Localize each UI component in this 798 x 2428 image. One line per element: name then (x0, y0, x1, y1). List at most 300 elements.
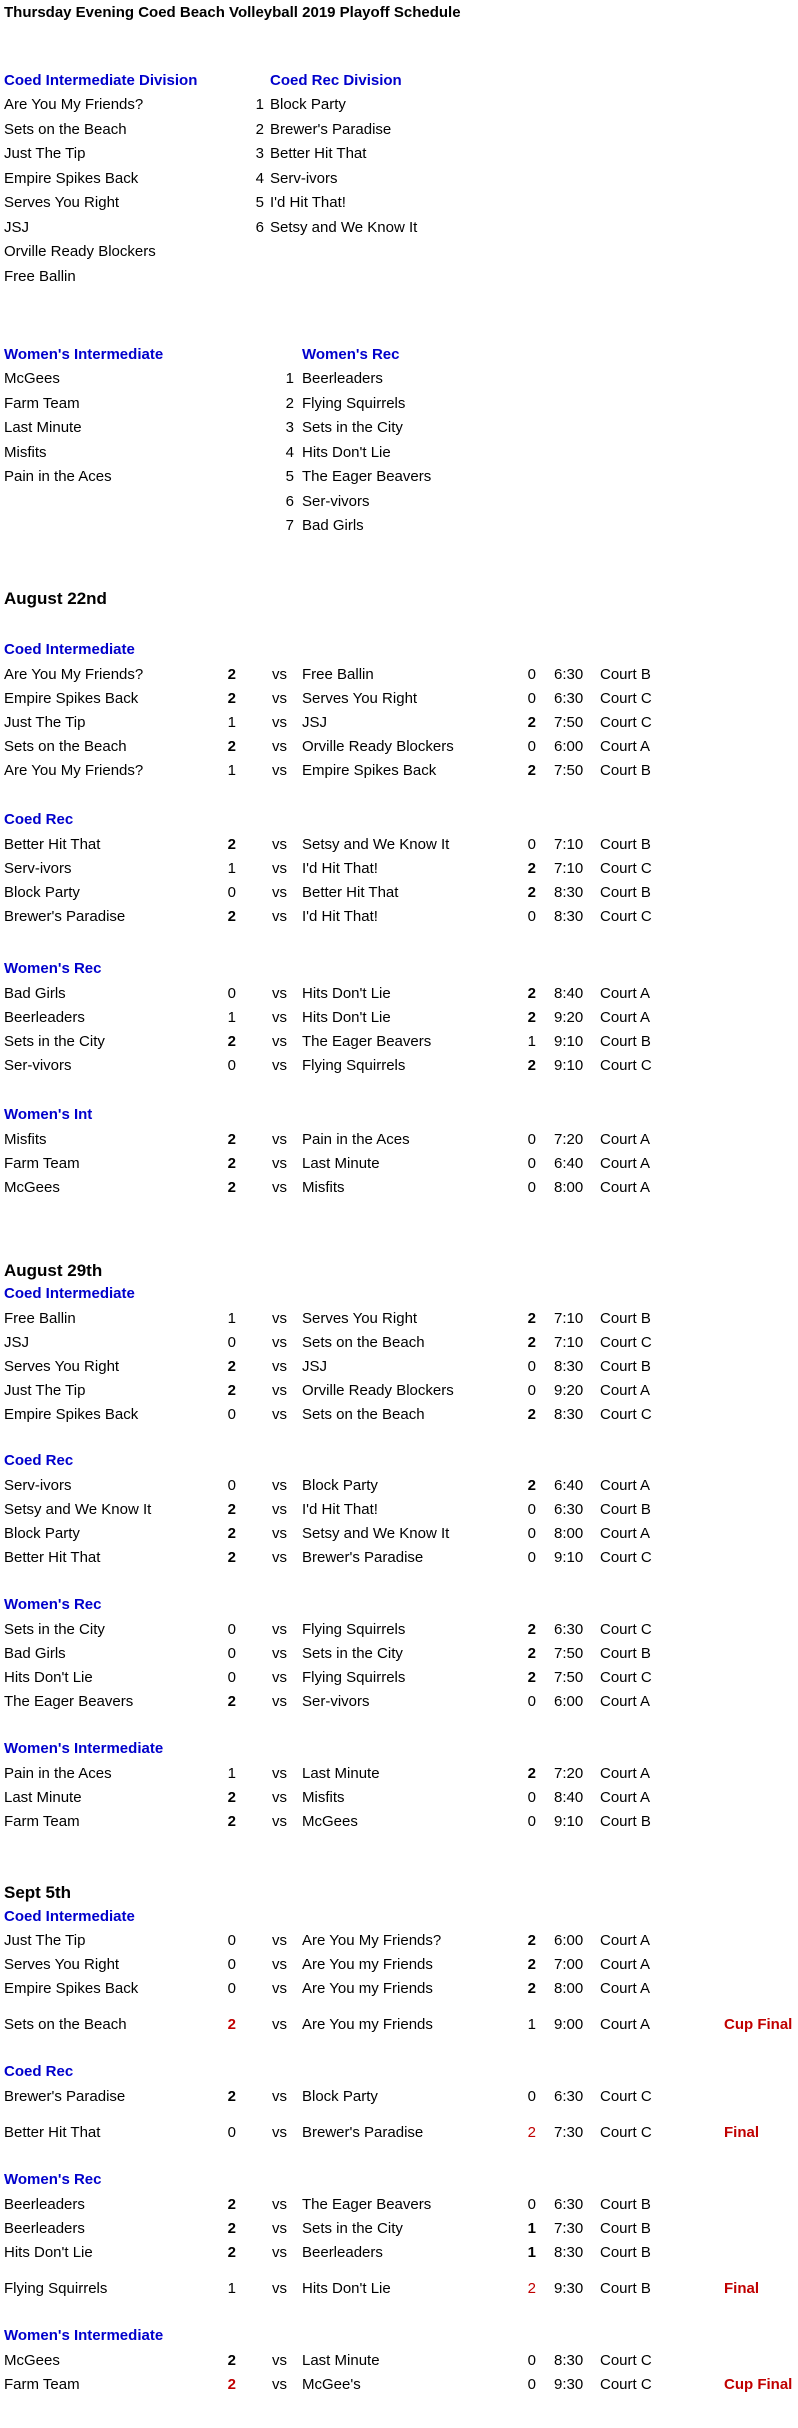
home-team: Better Hit That (4, 2124, 101, 2141)
vs-label: vs (272, 2016, 287, 2033)
away-score: 2 (527, 1932, 536, 1949)
page-title: Thursday Evening Coed Beach Volleyball 2019 Playoff Schedule (4, 4, 461, 21)
game-court: Court C (600, 1669, 652, 1686)
vs-label: vs (272, 1693, 287, 1710)
game-time: 6:30 (554, 690, 584, 707)
away-team: Setsy and We Know It (302, 1525, 450, 1542)
game-time: 9:20 (554, 1382, 584, 1399)
home-team: Bad Girls (4, 1645, 66, 1662)
home-score: 0 (227, 1406, 236, 1423)
game-time: 8:00 (554, 1980, 584, 1997)
away-team: Are You my Friends (302, 1980, 433, 1997)
away-team: Hits Don't Lie (302, 1009, 391, 1026)
home-team: Beerleaders (4, 2220, 85, 2237)
game-court: Court A (600, 1155, 651, 1172)
vs-label: vs (272, 690, 287, 707)
vs-label: vs (272, 1956, 287, 1973)
group-header: Coed Intermediate (4, 641, 135, 658)
home-score: 2 (227, 1501, 236, 1518)
vs-label: vs (272, 2280, 287, 2297)
away-team: Ser-vivors (302, 1693, 370, 1710)
game-time: 8:00 (554, 1179, 584, 1196)
game-court: Court A (600, 1693, 651, 1710)
game-time: 6:30 (554, 2196, 584, 2213)
home-score: 0 (227, 1334, 236, 1351)
seed-number: 1 (255, 96, 264, 113)
seed-team: Sets in the City (302, 419, 403, 436)
away-score: 0 (527, 2352, 536, 2369)
seed-number: 1 (285, 370, 294, 387)
game-court: Court B (600, 2244, 651, 2261)
game-time: 7:10 (554, 1334, 584, 1351)
vs-label: vs (272, 836, 287, 853)
game-time: 7:50 (554, 762, 584, 779)
away-team: Block Party (302, 1477, 378, 1494)
away-team: McGees (302, 1813, 358, 1830)
game-court: Court B (600, 2280, 651, 2297)
seed-team: Better Hit That (270, 145, 367, 162)
home-score: 2 (227, 908, 236, 925)
seed-team: The Eager Beavers (302, 468, 432, 485)
game-court: Court C (600, 2088, 652, 2105)
home-score: 2 (227, 1525, 236, 1542)
away-score: 0 (527, 1525, 536, 1542)
away-score: 0 (527, 666, 536, 683)
seed-team: Farm Team (4, 394, 80, 412)
game-court: Court C (600, 2376, 652, 2393)
vs-label: vs (272, 1057, 287, 1074)
home-score: 0 (227, 884, 236, 901)
vs-label: vs (272, 2376, 287, 2393)
division-header: Women's Rec (302, 346, 400, 363)
away-score: 2 (527, 884, 536, 901)
seed-team: Free Ballin (4, 267, 76, 285)
seed-number: 4 (285, 443, 294, 461)
away-team: I'd Hit That! (302, 1501, 378, 1518)
away-score: 0 (527, 690, 536, 707)
home-score: 0 (227, 1669, 236, 1686)
away-team: Brewer's Paradise (302, 2124, 424, 2141)
game-court: Court B (600, 1813, 651, 1830)
vs-label: vs (272, 1669, 287, 1686)
away-score: 2 (527, 2124, 536, 2141)
game-time: 7:10 (554, 836, 584, 853)
away-team: Flying Squirrels (302, 1621, 406, 1638)
away-score: 0 (527, 1549, 536, 1566)
vs-label: vs (272, 1033, 287, 1050)
group-header: Coed Rec (4, 1452, 74, 1469)
away-team: Serves You Right (302, 1310, 418, 1327)
home-team: Serv-ivors (4, 860, 72, 877)
game-time: 9:10 (554, 1057, 584, 1074)
home-team: Empire Spikes Back (4, 1980, 139, 1997)
away-team: Hits Don't Lie (302, 2280, 391, 2297)
home-score: 2 (227, 690, 236, 707)
game-time: 7:20 (554, 1765, 584, 1782)
game-court: Court A (600, 1765, 651, 1782)
away-score: 2 (527, 1765, 536, 1782)
vs-label: vs (272, 2352, 287, 2369)
seed-number: 7 (285, 517, 294, 534)
seed-team: Hits Don't Lie (302, 443, 391, 461)
seed-team: Serv-ivors (270, 169, 338, 187)
away-score: 2 (527, 1669, 536, 1686)
home-team: Hits Don't Lie (4, 2244, 93, 2261)
vs-label: vs (272, 1813, 287, 1830)
date-heading: Sept 5th (4, 1883, 72, 1902)
seed-number: 2 (255, 120, 264, 138)
home-score: 0 (227, 1932, 236, 1949)
away-score: 2 (527, 985, 536, 1002)
home-score: 1 (227, 1009, 236, 1026)
seed-team: Orville Ready Blockers (4, 243, 156, 260)
group-header: Women's Rec (4, 960, 102, 977)
home-team: Serv-ivors (4, 1477, 72, 1494)
home-score: 2 (227, 2196, 236, 2213)
away-team: Brewer's Paradise (302, 1549, 424, 1566)
home-score: 1 (227, 1765, 236, 1782)
game-court: Court C (600, 2352, 652, 2369)
away-score: 1 (527, 2220, 536, 2237)
game-time: 9:10 (554, 1813, 584, 1830)
game-court: Court B (600, 1033, 651, 1050)
home-team: Last Minute (4, 1789, 82, 1806)
home-team: Serves You Right (4, 1956, 120, 1973)
seed-team: Empire Spikes Back (4, 169, 139, 187)
vs-label: vs (272, 1525, 287, 1542)
home-team: Block Party (4, 884, 80, 901)
home-score: 2 (227, 1813, 236, 1830)
game-time: 9:10 (554, 1549, 584, 1566)
game-court: Court A (600, 1956, 651, 1973)
game-time: 7:50 (554, 1669, 584, 1686)
away-team: Last Minute (302, 2352, 380, 2369)
division-header: Women's Intermediate (4, 346, 164, 363)
home-team: Sets on the Beach (4, 2016, 127, 2033)
away-score: 2 (527, 1621, 536, 1638)
away-team: McGee's (302, 2376, 361, 2393)
game-time: 6:00 (554, 1693, 584, 1710)
game-court: Court C (600, 1621, 652, 1638)
away-score: 2 (527, 1406, 536, 1423)
away-score: 0 (527, 1382, 536, 1399)
home-team: Block Party (4, 1525, 80, 1542)
seed-team: McGees (4, 370, 60, 387)
away-team: Beerleaders (302, 2244, 383, 2261)
game-time: 7:00 (554, 1956, 584, 1973)
vs-label: vs (272, 666, 287, 683)
game-court: Court B (600, 2196, 651, 2213)
game-court: Court A (600, 1980, 651, 1997)
home-team: Sets on the Beach (4, 738, 127, 755)
away-team: Sets in the City (302, 2220, 403, 2237)
away-score: 1 (527, 2016, 536, 2033)
home-score: 0 (227, 1956, 236, 1973)
away-team: Are You my Friends (302, 2016, 433, 2033)
game-time: 7:50 (554, 1645, 584, 1662)
game-time: 6:00 (554, 1932, 584, 1949)
vs-label: vs (272, 2220, 287, 2237)
game-time: 6:00 (554, 738, 584, 755)
group-header: Women's Rec (4, 1596, 102, 1613)
away-team: Are You My Friends? (302, 1932, 442, 1949)
away-score: 0 (527, 2088, 536, 2105)
home-score: 2 (227, 2088, 236, 2105)
vs-label: vs (272, 1131, 287, 1148)
away-team: The Eager Beavers (302, 1033, 432, 1050)
home-team: Are You My Friends? (4, 666, 144, 683)
vs-label: vs (272, 738, 287, 755)
game-time: 8:40 (554, 985, 584, 1002)
home-score: 1 (227, 714, 236, 731)
away-team: Serves You Right (302, 690, 418, 707)
seed-number: 4 (255, 169, 264, 187)
vs-label: vs (272, 1358, 287, 1375)
home-score: 2 (227, 836, 236, 853)
home-team: Free Ballin (4, 1310, 76, 1327)
home-score: 2 (227, 1033, 236, 1050)
away-score: 2 (527, 1057, 536, 1074)
game-court: Court A (600, 1131, 651, 1148)
seed-number: 3 (285, 419, 294, 436)
game-time: 6:40 (554, 1155, 584, 1172)
away-score: 1 (527, 1033, 536, 1050)
home-team: Farm Team (4, 2376, 80, 2393)
home-score: 2 (227, 2244, 236, 2261)
away-score: 0 (527, 1501, 536, 1518)
seed-team: Serves You Right (4, 194, 120, 211)
home-team: McGees (4, 2352, 60, 2369)
vs-label: vs (272, 985, 287, 1002)
home-score: 2 (227, 1382, 236, 1399)
group-header: Women's Intermediate (4, 1740, 164, 1757)
vs-label: vs (272, 1382, 287, 1399)
home-score: 2 (227, 2220, 236, 2237)
vs-label: vs (272, 2196, 287, 2213)
vs-label: vs (272, 2244, 287, 2261)
home-team: Farm Team (4, 1813, 80, 1830)
game-time: 7:10 (554, 860, 584, 877)
home-team: Empire Spikes Back (4, 1406, 139, 1423)
vs-label: vs (272, 884, 287, 901)
group-header: Coed Intermediate (4, 1285, 135, 1302)
away-score: 1 (527, 2244, 536, 2261)
home-score: 2 (227, 2352, 236, 2369)
home-team: Better Hit That (4, 1549, 101, 1566)
game-court: Court A (600, 1932, 651, 1949)
home-team: Brewer's Paradise (4, 908, 126, 925)
game-court: Court A (600, 1477, 651, 1494)
home-score: 0 (227, 1057, 236, 1074)
away-team: Better Hit That (302, 884, 399, 901)
away-team: Sets on the Beach (302, 1406, 425, 1423)
away-score: 0 (527, 1789, 536, 1806)
home-score: 2 (227, 738, 236, 755)
game-time: 8:00 (554, 1525, 584, 1542)
game-time: 9:30 (554, 2376, 584, 2393)
away-team: Last Minute (302, 1155, 380, 1172)
home-team: Are You My Friends? (4, 762, 144, 779)
game-court: Court B (600, 1310, 651, 1327)
home-score: 1 (227, 1310, 236, 1327)
game-time: 9:30 (554, 2280, 584, 2297)
home-team: Sets in the City (4, 1621, 105, 1638)
vs-label: vs (272, 908, 287, 925)
away-score: 0 (527, 1813, 536, 1830)
home-score: 0 (227, 1477, 236, 1494)
game-court: Court B (600, 836, 651, 853)
seed-team: Are You My Friends? (4, 96, 144, 113)
home-score: 1 (227, 762, 236, 779)
game-court: Court C (600, 1549, 652, 1566)
away-team: Flying Squirrels (302, 1057, 406, 1074)
game-court: Court A (600, 1789, 651, 1806)
home-team: Ser-vivors (4, 1057, 72, 1074)
home-team: Misfits (4, 1131, 47, 1148)
home-team: JSJ (4, 1334, 30, 1351)
home-score: 0 (227, 2124, 236, 2141)
home-team: McGees (4, 1179, 60, 1196)
vs-label: vs (272, 1645, 287, 1662)
away-team: Misfits (302, 1789, 345, 1806)
home-team: Sets in the City (4, 1033, 105, 1050)
home-team: Beerleaders (4, 1009, 85, 1026)
away-score: 0 (527, 738, 536, 755)
seed-team: Flying Squirrels (302, 394, 406, 412)
home-team: Pain in the Aces (4, 1765, 112, 1782)
home-score: 2 (227, 1155, 236, 1172)
home-score: 2 (227, 2016, 236, 2033)
vs-label: vs (272, 2088, 287, 2105)
group-header: Women's Rec (4, 2171, 102, 2188)
game-court: Court B (600, 1645, 651, 1662)
seed-number: 3 (255, 145, 264, 162)
seed-team: JSJ (4, 218, 30, 236)
game-court: Court A (600, 1009, 651, 1026)
home-score: 1 (227, 860, 236, 877)
game-time: 7:30 (554, 2220, 584, 2237)
game-time: 8:30 (554, 2352, 584, 2369)
date-heading: August 29th (4, 1261, 103, 1280)
home-score: 2 (227, 666, 236, 683)
seed-team: Ser-vivors (302, 492, 370, 510)
away-score: 2 (527, 1645, 536, 1662)
vs-label: vs (272, 1310, 287, 1327)
game-court: Court C (600, 1057, 652, 1074)
home-score: 0 (227, 1980, 236, 1997)
seed-team: Setsy and We Know It (270, 218, 418, 236)
vs-label: vs (272, 1549, 287, 1566)
seed-team: Bad Girls (302, 517, 364, 534)
vs-label: vs (272, 860, 287, 877)
away-team: JSJ (302, 714, 328, 731)
vs-label: vs (272, 1789, 287, 1806)
vs-label: vs (272, 1009, 287, 1026)
game-time: 8:40 (554, 1789, 584, 1806)
away-score: 0 (527, 908, 536, 925)
seed-number: 6 (255, 218, 264, 236)
away-score: 2 (527, 1980, 536, 1997)
vs-label: vs (272, 1334, 287, 1351)
game-court: Court A (600, 1179, 651, 1196)
game-time: 7:30 (554, 2124, 584, 2141)
game-court: Court C (600, 860, 652, 877)
away-score: 0 (527, 1358, 536, 1375)
game-court: Court B (600, 666, 651, 683)
game-court: Court A (600, 1525, 651, 1542)
game-court: Court B (600, 884, 651, 901)
vs-label: vs (272, 1765, 287, 1782)
seed-team: Beerleaders (302, 370, 383, 387)
home-score: 0 (227, 1645, 236, 1662)
division-header: Coed Intermediate Division (4, 72, 198, 89)
home-team: Beerleaders (4, 2196, 85, 2213)
home-score: 2 (227, 2376, 236, 2393)
game-time: 6:30 (554, 666, 584, 683)
vs-label: vs (272, 762, 287, 779)
game-time: 8:30 (554, 2244, 584, 2261)
away-score: 0 (527, 1155, 536, 1172)
game-court: Court C (600, 690, 652, 707)
home-score: 2 (227, 1789, 236, 1806)
group-header: Coed Rec (4, 811, 74, 828)
away-team: Sets in the City (302, 1645, 403, 1662)
game-court: Court B (600, 1501, 651, 1518)
game-court: Court B (600, 762, 651, 779)
home-team: Just The Tip (4, 714, 86, 731)
seed-team: Just The Tip (4, 145, 86, 162)
home-score: 0 (227, 1621, 236, 1638)
away-team: Orville Ready Blockers (302, 1382, 454, 1399)
home-score: 2 (227, 1549, 236, 1566)
game-time: 7:20 (554, 1131, 584, 1148)
game-time: 9:10 (554, 1033, 584, 1050)
home-score: 2 (227, 1131, 236, 1148)
seed-team: Brewer's Paradise (270, 120, 392, 138)
away-team: Block Party (302, 2088, 378, 2105)
away-score: 2 (527, 1477, 536, 1494)
away-score: 2 (527, 1310, 536, 1327)
away-score: 2 (527, 1956, 536, 1973)
away-score: 0 (527, 1131, 536, 1148)
game-court: Court C (600, 714, 652, 731)
seed-team: Block Party (270, 96, 346, 113)
away-team: Setsy and We Know It (302, 836, 450, 853)
away-team: Last Minute (302, 1765, 380, 1782)
seed-number: 6 (285, 492, 294, 510)
home-team: Just The Tip (4, 1382, 86, 1399)
home-team: Brewer's Paradise (4, 2088, 126, 2105)
away-team: Sets on the Beach (302, 1334, 425, 1351)
seed-team: I'd Hit That! (270, 194, 346, 211)
vs-label: vs (272, 1932, 287, 1949)
seed-team: Last Minute (4, 419, 82, 436)
home-score: 2 (227, 1358, 236, 1375)
division-header: Coed Rec Division (270, 72, 402, 89)
game-time: 8:30 (554, 1358, 584, 1375)
group-header: Women's Intermediate (4, 2327, 164, 2344)
game-time: 6:30 (554, 2088, 584, 2105)
game-court: Court C (600, 1406, 652, 1423)
game-time: 6:30 (554, 1621, 584, 1638)
home-team: Serves You Right (4, 1358, 120, 1375)
seed-number: 2 (285, 394, 294, 412)
game-time: 8:30 (554, 1406, 584, 1423)
away-team: Hits Don't Lie (302, 985, 391, 1002)
away-score: 0 (527, 836, 536, 853)
home-team: Bad Girls (4, 985, 66, 1002)
vs-label: vs (272, 1179, 287, 1196)
